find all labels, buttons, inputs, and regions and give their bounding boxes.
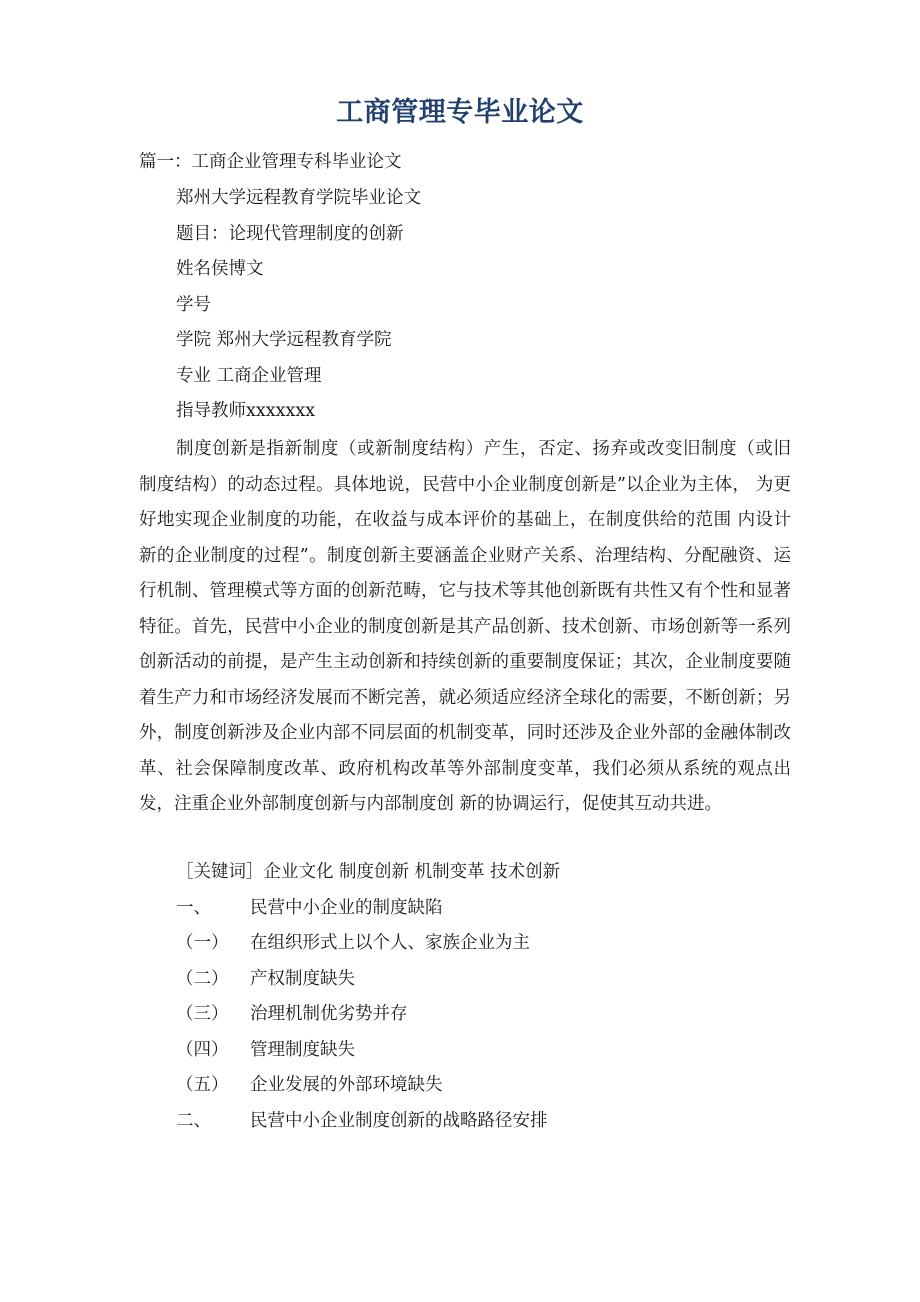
outline-item (176, 1038, 355, 1062)
outline-number: （二） (176, 969, 229, 989)
outline-item (176, 896, 443, 920)
outline-text: 民营中小企业的制度缺陷 (250, 898, 443, 918)
header-line-name: 姓名侯博文 (176, 259, 264, 279)
outline-text: 产权制度缺失 (250, 969, 355, 989)
outline-number: （四） (176, 1040, 229, 1060)
outline-text: 治理机制优劣势并存 (250, 1004, 408, 1024)
header-line-school: 郑州大学远程教育学院毕业论文 (176, 188, 421, 208)
outline-number: 二、 (176, 1111, 211, 1131)
outline-text: 管理制度缺失 (250, 1040, 355, 1060)
abstract-paragraph: 制度创新是指新制度（或新制度结构）产生，否定、扬弃或改变旧制度（或旧 制度结构）的动态过程。具体地说，民营中小企业制度创新是”以企业为主体， 为更好地实现企业制度的功能，在收益与成本评价的基础上，在制度供给的范围 内设计新的企业制度的过程”。制度创新主要涵盖企业财产关系、治理结构、分配融资、运行机制、管理模式等方面的创新范畴，它与技术等其他创新既有共性又有个性和显著特征。首先，民营中小企业的制度创新是其产品创新、技术创新、市场创新等一系列创新活动的前提，是产生主动创新和持续创新的重要制度保证；其次，企业制度要随着生产力和市场经济发展而不断完善，就必须适应经济全球化的需要，不断创新；另外，制度创新涉及企业内部不同层面的机制变革，同时还涉及企业外部的金融体制改革、社会保障制度改革、政府机构改革等外部制度变革，我们必须从系统的观点出发，注重企业外部制度创新与内部制度创 新的协调运行，促使其互动共进。 (139, 439, 791, 814)
outline-number: （三） (176, 1004, 229, 1024)
header-line-advisor: 指导教师xxxxxxx (176, 401, 316, 421)
outline-text: 企业发展的外部环境缺失 (250, 1075, 443, 1095)
outline-number: （一） (176, 933, 229, 953)
outline-item (176, 1073, 443, 1097)
header-line-student-id: 学号 (176, 295, 211, 315)
document-title: 工商管理专毕业论文 (336, 97, 584, 128)
outline-text: 民营中小企业制度创新的战略路径安排 (250, 1111, 548, 1131)
outline-number: （五） (176, 1075, 229, 1095)
outline-item (176, 931, 530, 955)
section-heading: 篇一：工商企业管理专科毕业论文 (139, 152, 402, 172)
header-line-college: 学院 郑州大学远程教育学院 (176, 330, 392, 350)
header-line-topic: 题目：论现代管理制度的创新 (176, 224, 404, 244)
header-line-major: 专业 工商企业管理 (176, 366, 322, 386)
outline-item (176, 1109, 548, 1133)
outline-item (176, 967, 355, 991)
outline-item (176, 1002, 408, 1026)
outline-number: 一、 (176, 898, 211, 918)
keywords-line: ［关键词］企业文化 制度创新 机制变革 技术创新 (176, 862, 561, 882)
outline-text: 在组织形式上以个人、家族企业为主 (250, 933, 530, 953)
